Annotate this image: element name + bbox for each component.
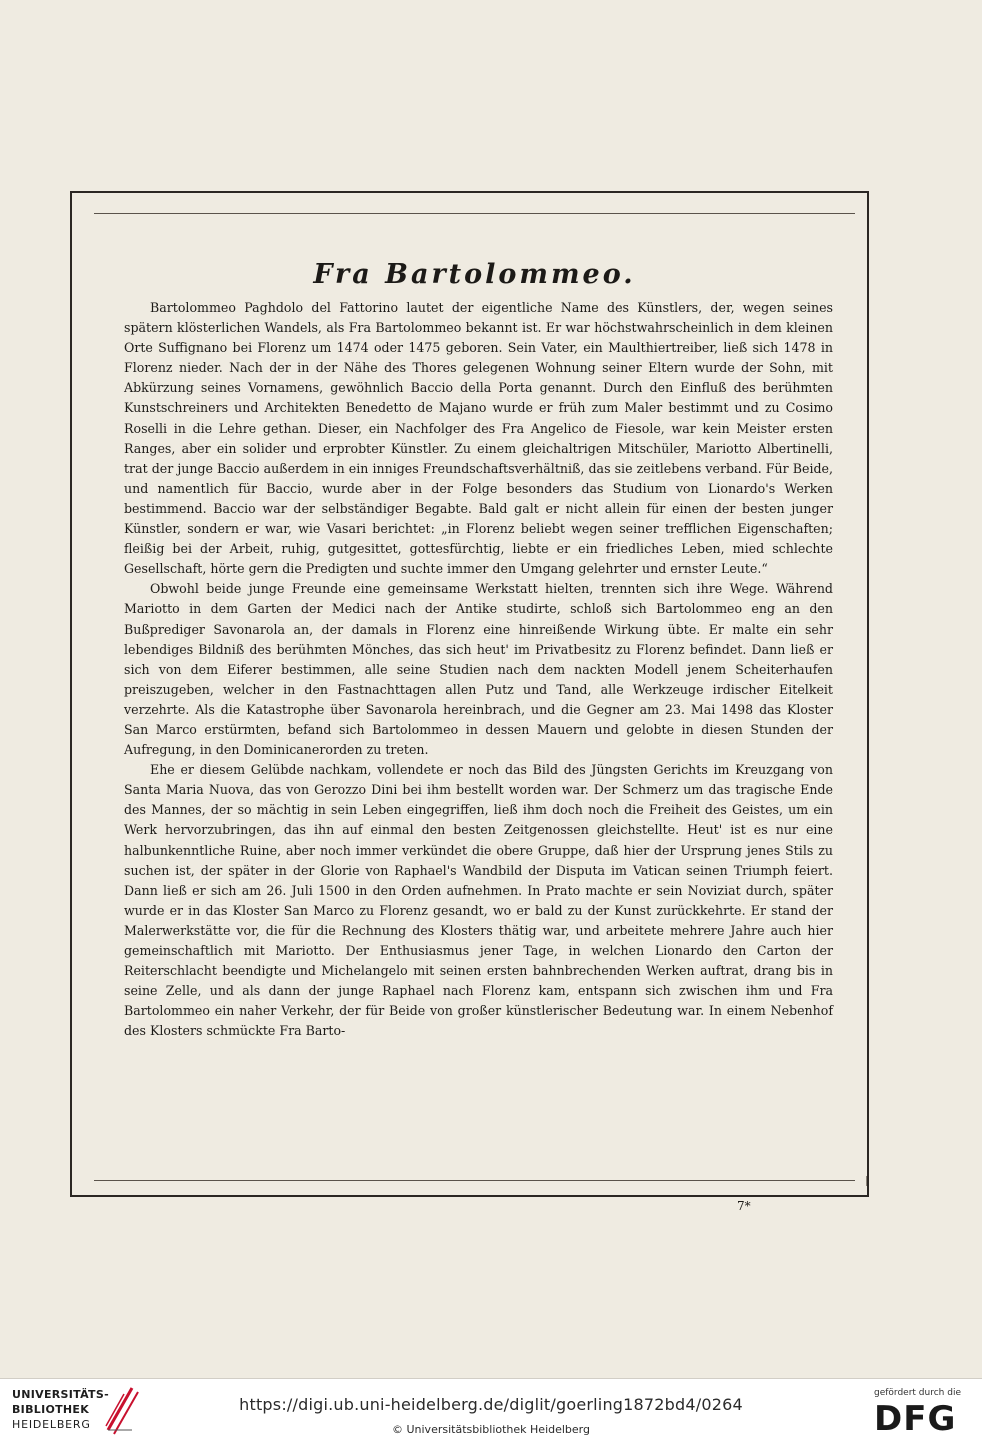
page-number: 7* [737,1199,751,1213]
margin-mark [866,1176,867,1186]
inner-frame [94,213,855,1181]
paragraph: Obwohl beide junge Freunde eine gemeinsame Werkstatt hielten, trennten sich ihre Wege. Während Mariotto in dem Garten der Medici nach der Antike studirte, schloß sich Bartolommeo eng an den Bußprediger Savonarola an, der damals in Florenz eine hinreißende Wirkung übte. Er malte ein sehr lebendiges Bildniß des berühmten Mönches, das sich heut' im Privatbesitz zu Florenz befindet. Dann ließ er sich von dem Eiferer bestimmen, alle seine Studien nach dem nackten Modell jenem Scheiterhaufen preiszugeben, welcher in den Fastnachttagen allen Putz und Tand, alle Werkzeuge irdischer Eitelkeit verzehrte. Als die Katastrophe über Savonarola hereinbrach, und die Gegner am 23. Mai 1498 das Kloster San Marco erstürmten, befand sich Bartolommeo in dessen Mauern und gelobte in diesen Stunden der Aufregung, in den Dominicanerorden zu treten. [124,581,833,758]
logo-line-2: BIBLIOTHEK [12,1403,90,1416]
viewer-footer [0,1378,982,1450]
paragraph: Ehe er diesem Gelübde nachkam, vollendete er noch das Bild des Jüngsten Gerichts im Kreuzgang von Santa Maria Nuova, das von Gerozzo Dini bei ihm bestellt worden war. Der Schmerz um das tragische Ende des Mannes, der so mächtig in sein Leben eingegriffen, ließ ihm doch noch die Freiheit des Geistes, um ein Werk hervorzubringen, das ihn auf einmal den besten Zeitgenossen gleichstellte. Heut' ist es nur eine halbunkenntliche Ruine, aber noch immer verkündet die obere Gruppe, daß hier der Ursprung jenes Stils zu suchen ist, der später in der Glorie von Raphael's Wandbild der Disputa im Vatican seinen Triumph feiert. Dann ließ er sich am 26. Juli 1500 in den Orden aufnehmen. In Prato machte er sein Noviziat durch, später wurde er in das Kloster San Marco zu Florenz gesandt, wo er bald zu der Kunst zurückkehrte. Er stand der Malerwerkstätte vor, die für die Rechnung des Klosters thätig war, und arbeitete mehrere Jahre auch hier gemeinschaftlich mit Mariotto. Der Enthusiasmus jener Tage, in welchen Lionardo den Carton der Reiterschlacht beendigte und Michelangelo mit seinen ersten bahnbrechenden Werken auftrat, drang bis in seine Zelle, und als dann der junge Raphael nach Florenz kam, entspann sich zwischen ihm und Fra Bartolommeo ein naher Verkehr, der für Beide von großer künstlerischer Bedeutung war. In einem Nebenhof des Klosters schmückte Fra Barto- [124,762,833,1039]
funding-note: gefördert durch die [874,1388,961,1398]
logo-line-3: HEIDELBERG [12,1418,91,1431]
copyright-notice: © Universitätsbibliothek Heidelberg [391,1423,590,1436]
dfg-logo[interactable]: DFG [874,1399,957,1439]
page-title: Fra Bartolommeo. [313,259,636,290]
body-text [124,298,833,1041]
permalink-url[interactable]: https://digi.ub.uni-heidelberg.de/diglit/goerling1872bd4/0264 [239,1395,743,1414]
page-frame [70,191,869,1197]
logo-line-1: UNIVERSITÄTS- [12,1388,109,1401]
paragraph: Bartolommeo Paghdolo del Fattorino lautet der eigentliche Name des Künstlers, der, wegen seines spätern klösterlichen Wandels, als Fra Bartolommeo bekannt ist. Er war höchstwahrscheinlich in dem kleinen Orte Suffignano bei Florenz um 1474 oder 1475 geboren. Sein Vater, ein Maulthiertreiber, ließ sich 1478 in Florenz nieder. Nach der in der Nähe des Thores gelegenen Wohnung seiner Eltern wurde der Sohn, mit Abkürzung seines Vornamens, gewöhnlich Baccio della Porta genannt. Durch den Einfluß des berühmten Kunstschreiners und Architekten Benedetto de Majano wurde er früh zum Maler bestimmt und zu Cosimo Roselli in die Lehre gethan. Dieser, ein Nachfolger des Fra Angelico de Fiesole, war kein Meister ersten Ranges, aber ein solider und erprobter Künstler. Zu einem gleichaltrigen Mitschüler, Mariotto Albertinelli, trat der junge Baccio außerdem in ein inniges Freundschaftsverhältniß, das sie zeitlebens verband. Für Beide, und namentlich für Baccio, wurde aber in der Folge besonders das Studium von Lionardo's Werken bestimmend. Baccio war der selbständiger Begabte. Bald galt er nicht allein für einen der besten junger Künstler, sondern er war, wie Vasari berichtet: „in Florenz beliebt wegen seiner trefflichen Eigenschaften; fleißig bei der Arbeit, ruhig, gutgesittet, gottesfürchtig, liebte er ein friedliches Leben, mied schlechte Gesellschaft, hörte gern die Predigten und suchte immer den Umgang gelehrter und ernster Leute.“ [124,300,833,577]
